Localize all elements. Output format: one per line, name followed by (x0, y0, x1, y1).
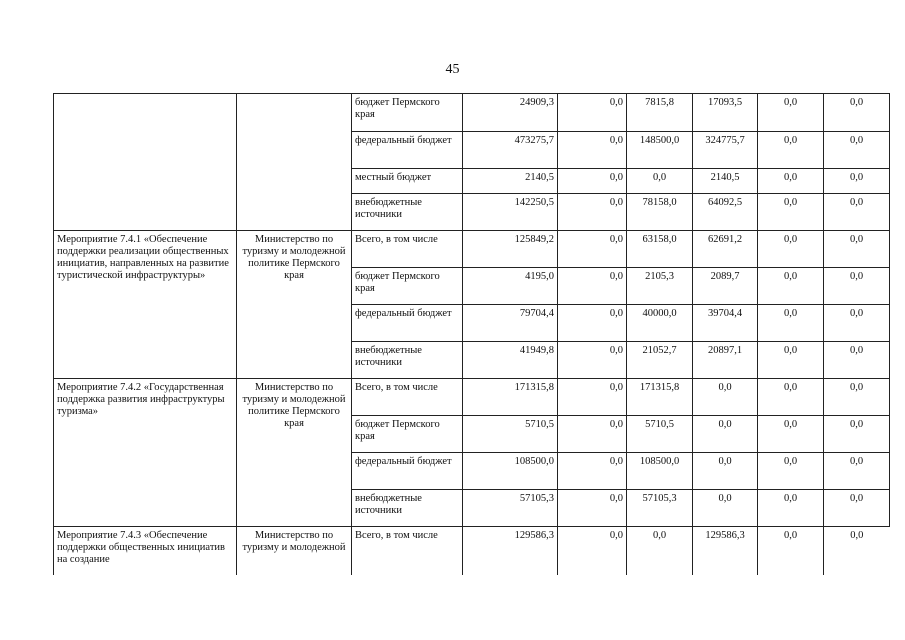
amount-cell: 0,0 (558, 453, 627, 490)
amount-cell: 0,0 (824, 527, 890, 575)
funding-source-cell: Всего, в том числе (352, 231, 463, 268)
amount-cell: 171315,8 (627, 379, 693, 416)
funding-source-cell: местный бюджет (352, 169, 463, 194)
amount-cell: 0,0 (758, 416, 824, 453)
amount-cell: 0,0 (558, 169, 627, 194)
page-number: 45 (445, 62, 460, 77)
amount-cell: 0,0 (558, 305, 627, 342)
amount-cell: 39704,4 (693, 305, 758, 342)
funding-source-cell: Всего, в том числе (352, 527, 463, 575)
amount-cell: 62691,2 (693, 231, 758, 268)
executor-cell: Министерство по туризму и молодежной политике Пермского края (237, 231, 352, 379)
amount-cell: 0,0 (558, 490, 627, 527)
amount-cell: 0,0 (758, 342, 824, 379)
event-name-cell (54, 94, 237, 231)
amount-cell: 0,0 (758, 194, 824, 231)
amount-cell: 0,0 (758, 527, 824, 575)
amount-cell: 0,0 (558, 268, 627, 305)
table-row (54, 94, 890, 132)
amount-cell: 0,0 (824, 94, 890, 132)
amount-cell: 0,0 (558, 379, 627, 416)
amount-cell: 0,0 (693, 490, 758, 527)
event-name-cell: Мероприятие 7.4.1 «Обеспечение поддержки реализации общественных инициатив, направленных на развитие туристической инфраструктуры» (54, 231, 237, 379)
amount-cell: 57105,3 (627, 490, 693, 527)
amount-cell: 0,0 (558, 132, 627, 169)
amount-cell: 324775,7 (693, 132, 758, 169)
amount-cell: 57105,3 (463, 490, 558, 527)
amount-cell: 0,0 (758, 231, 824, 268)
amount-cell: 108500,0 (463, 453, 558, 490)
amount-cell: 0,0 (758, 169, 824, 194)
amount-cell: 2089,7 (693, 268, 758, 305)
amount-cell: 40000,0 (627, 305, 693, 342)
amount-cell: 0,0 (824, 169, 890, 194)
funding-source-cell: бюджет Пермского края (352, 416, 463, 453)
amount-cell: 129586,3 (463, 527, 558, 575)
funding-source-cell: федеральный бюджет (352, 453, 463, 490)
amount-cell: 0,0 (558, 94, 627, 132)
amount-cell: 7815,8 (627, 94, 693, 132)
amount-cell: 63158,0 (627, 231, 693, 268)
amount-cell: 20897,1 (693, 342, 758, 379)
amount-cell: 24909,3 (463, 94, 558, 132)
event-name-cell: Мероприятие 7.4.3 «Обеспечение поддержки общественных инициатив на создание (54, 527, 237, 575)
amount-cell: 108500,0 (627, 453, 693, 490)
executor-cell (237, 94, 352, 231)
table-row (54, 379, 890, 416)
amount-cell: 5710,5 (627, 416, 693, 453)
amount-cell: 0,0 (824, 379, 890, 416)
amount-cell: 0,0 (627, 169, 693, 194)
amount-cell: 0,0 (558, 342, 627, 379)
amount-cell: 0,0 (824, 342, 890, 379)
executor-cell: Министерство по туризму и молодежной политике Пермского края (237, 379, 352, 527)
amount-cell: 0,0 (758, 490, 824, 527)
amount-cell: 129586,3 (693, 527, 758, 575)
amount-cell: 0,0 (824, 194, 890, 231)
amount-cell: 0,0 (693, 416, 758, 453)
amount-cell: 78158,0 (627, 194, 693, 231)
funding-source-cell: внебюджетные источники (352, 342, 463, 379)
funding-source-cell: внебюджетные источники (352, 490, 463, 527)
amount-cell: 0,0 (824, 268, 890, 305)
amount-cell: 0,0 (758, 305, 824, 342)
amount-cell: 0,0 (758, 132, 824, 169)
table-row (54, 231, 890, 268)
amount-cell: 0,0 (558, 527, 627, 575)
amount-cell: 0,0 (758, 379, 824, 416)
budget-table (53, 93, 890, 575)
amount-cell: 2140,5 (463, 169, 558, 194)
funding-source-cell: Всего, в том числе (352, 379, 463, 416)
amount-cell: 473275,7 (463, 132, 558, 169)
amount-cell: 41949,8 (463, 342, 558, 379)
amount-cell: 0,0 (693, 379, 758, 416)
amount-cell: 64092,5 (693, 194, 758, 231)
amount-cell: 5710,5 (463, 416, 558, 453)
table-row (54, 527, 890, 575)
amount-cell: 148500,0 (627, 132, 693, 169)
amount-cell: 0,0 (758, 94, 824, 132)
amount-cell: 17093,5 (693, 94, 758, 132)
funding-source-cell: бюджет Пермского края (352, 94, 463, 132)
event-name-cell: Мероприятие 7.4.2 «Государственная поддержка развития инфраструктуры туризма» (54, 379, 237, 527)
amount-cell: 0,0 (693, 453, 758, 490)
amount-cell: 0,0 (824, 490, 890, 527)
amount-cell: 0,0 (824, 132, 890, 169)
amount-cell: 0,0 (558, 416, 627, 453)
amount-cell: 142250,5 (463, 194, 558, 231)
amount-cell: 0,0 (758, 453, 824, 490)
amount-cell: 0,0 (824, 231, 890, 268)
amount-cell: 0,0 (824, 305, 890, 342)
funding-source-cell: федеральный бюджет (352, 132, 463, 169)
amount-cell: 125849,2 (463, 231, 558, 268)
executor-cell: Министерство по туризму и молодежной (237, 527, 352, 575)
amount-cell: 0,0 (824, 453, 890, 490)
amount-cell: 2140,5 (693, 169, 758, 194)
amount-cell: 21052,7 (627, 342, 693, 379)
amount-cell: 0,0 (758, 268, 824, 305)
amount-cell: 0,0 (558, 194, 627, 231)
funding-source-cell: внебюджетные источники (352, 194, 463, 231)
amount-cell: 79704,4 (463, 305, 558, 342)
funding-source-cell: бюджет Пермского края (352, 268, 463, 305)
amount-cell: 0,0 (824, 416, 890, 453)
funding-source-cell: федеральный бюджет (352, 305, 463, 342)
amount-cell: 0,0 (627, 527, 693, 575)
amount-cell: 4195,0 (463, 268, 558, 305)
amount-cell: 0,0 (558, 231, 627, 268)
amount-cell: 2105,3 (627, 268, 693, 305)
amount-cell: 171315,8 (463, 379, 558, 416)
